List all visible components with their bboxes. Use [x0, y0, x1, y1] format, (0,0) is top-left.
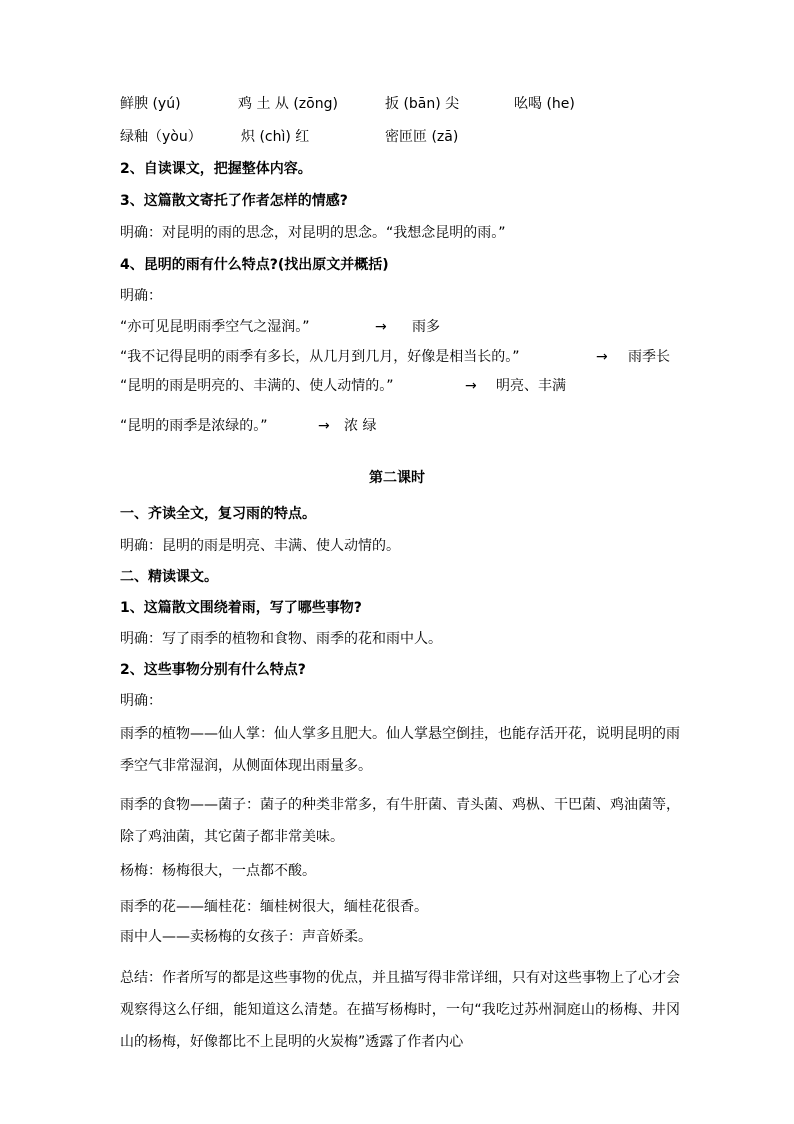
- arrow-icon: →: [596, 349, 608, 365]
- feature-result: 明亮、丰满: [496, 378, 566, 394]
- paragraph-person: 雨中人——卖杨梅的女孩子：声音娇柔。: [120, 929, 372, 945]
- question-heading: 2、自读课文，把握整体内容。: [120, 161, 312, 177]
- question-heading: 4、昆明的雨有什么特点?(找出原文并概括): [120, 257, 389, 273]
- paragraph-plant: 雨季的植物——仙人掌：仙人掌多且肥大。仙人掌悬空倒挂，也能存活开花，说明昆明的雨季空气非常湿润，从侧面体现出雨量多。: [120, 726, 680, 774]
- feature-result: 雨季长: [628, 349, 670, 365]
- feature-quote: “亦可见昆明雨季空气之湿润。”: [120, 319, 310, 335]
- feature-quote: “昆明的雨是明亮的、丰满的、使人动情的。”: [120, 378, 394, 394]
- paragraph-summary: 总结：作者所写的都是这些事物的优点，并且描写得非常详细，只有对这些事物上了心才会观察得这么仔细，能知道这么清楚。在描写杨梅时，一句“我吃过苏州洞庭山的杨梅、井冈山的杨梅，好像都比不上昆明的火炭梅”透露了作者内心: [120, 970, 680, 1050]
- feature-row: [120, 376, 566, 396]
- section-heading: 二、精读课文。: [120, 569, 218, 585]
- arrow-icon: →: [318, 418, 330, 434]
- feature-row: [120, 416, 377, 436]
- section-heading: 一、齐读全文，复习雨的特点。: [120, 506, 316, 522]
- vocab-item: 绿釉（yòu）: [120, 129, 202, 145]
- vocab-item: 鲜腴 (yú): [120, 96, 181, 112]
- paragraph-bayberry: 杨梅：杨梅很大，一点都不酸。: [120, 863, 316, 879]
- answer-text: 明确：写了雨季的植物和食物、雨季的花和雨中人。: [120, 631, 442, 647]
- vocab-item: 鸡 土 从 (zōng): [238, 96, 338, 112]
- section-title: 第二课时: [369, 470, 425, 486]
- vocab-item: 扳 (bān) 尖: [385, 96, 460, 112]
- paragraph-food: 雨季的食物——菌子：菌子的种类非常多，有牛肝菌、青头菌、鸡枞、干巴菌、鸡油菌等，除了鸡油菌，其它菌子都非常美味。: [120, 797, 680, 845]
- answer-label: 明确：: [120, 288, 162, 304]
- answer-text: 明确：昆明的雨是明亮、丰满、使人动情的。: [120, 538, 400, 554]
- arrow-icon: →: [465, 378, 477, 394]
- feature-result: 浓 绿: [344, 418, 377, 434]
- question-heading: 3、这篇散文寄托了作者怎样的情感?: [120, 193, 348, 209]
- paragraph-flower: 雨季的花——缅桂花：缅桂树很大，缅桂花很香。: [120, 899, 428, 915]
- question-heading: 2、这些事物分别有什么特点?: [120, 662, 306, 678]
- feature-row: [120, 347, 670, 367]
- feature-quote: “昆明的雨季是浓绿的。”: [120, 418, 268, 434]
- arrow-icon: →: [375, 319, 387, 335]
- answer-text: 明确：对昆明的雨的思念，对昆明的思念。“我想念昆明的雨。”: [120, 225, 506, 241]
- feature-quote: “我不记得昆明的雨季有多长，从几月到几月，好像是相当长的。”: [120, 349, 520, 365]
- question-heading: 1、这篇散文围绕着雨，写了哪些事物?: [120, 600, 362, 616]
- answer-label: 明确：: [120, 693, 162, 709]
- vocab-item: 炽 (chì) 红: [241, 129, 310, 145]
- vocab-item: 密匝匝 (zā): [385, 129, 459, 145]
- feature-result: 雨多: [412, 319, 440, 335]
- vocab-item: 吆喝 (he): [514, 96, 575, 112]
- feature-row: [120, 317, 440, 337]
